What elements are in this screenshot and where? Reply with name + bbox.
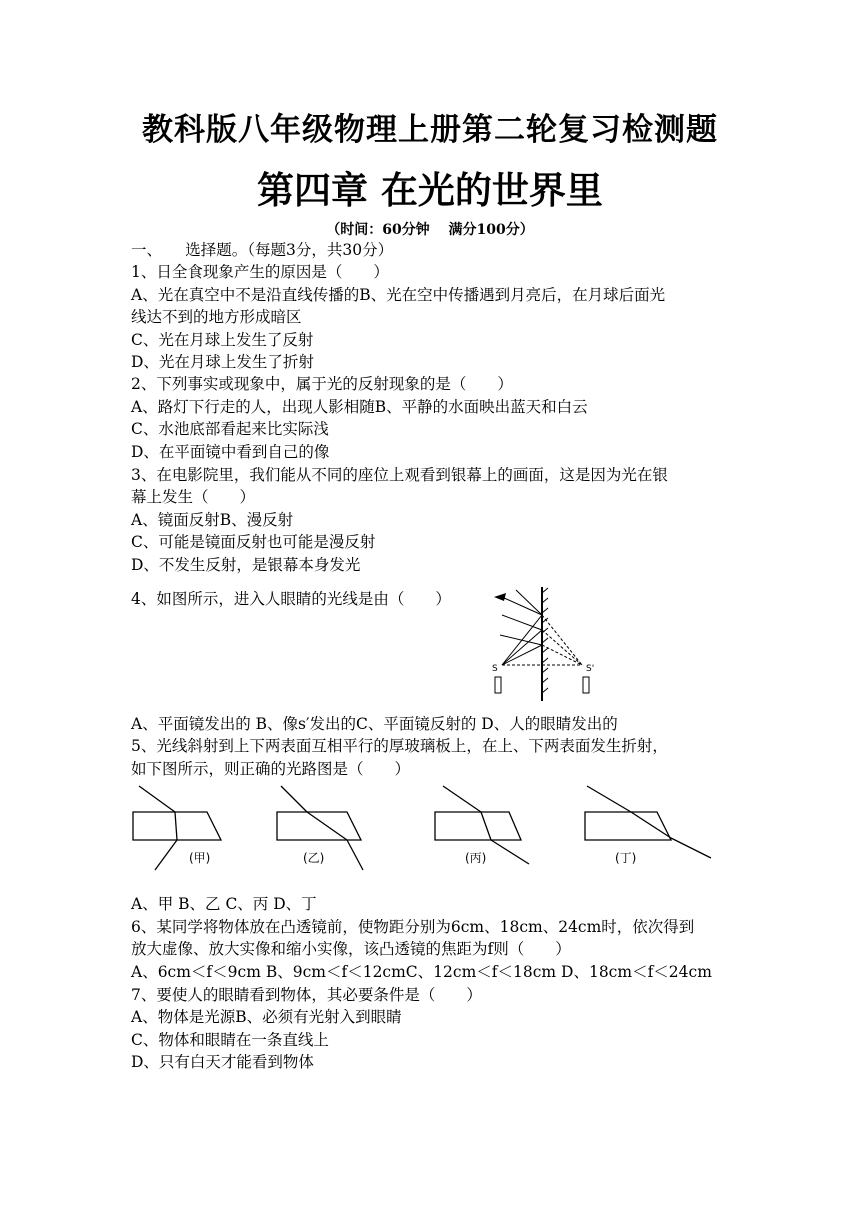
q2-stem: 2、下列事实或现象中，属于光的反射现象的是（ ）: [131, 375, 513, 393]
q7-option-ab: A、物体是光源B、必须有光射入到眼睛: [131, 1008, 402, 1026]
label-s: S: [492, 664, 498, 674]
q1-option-ab-cont: 线达不到的地方形成暗区: [131, 308, 302, 326]
figure-label-yi: (乙): [303, 851, 325, 865]
q5-slab-figure: [125, 782, 715, 874]
figure-label-jia: (甲): [189, 851, 211, 865]
q7-stem: 7、要使人的眼睛看到物体，其必要条件是（ ）: [131, 986, 482, 1004]
q4-stem: 4、如图所示，进入人眼睛的光线是由（ ）: [131, 590, 451, 608]
q5-stem: 5、光线斜射到上下两表面互相平行的厚玻璃板上，在上、下两表面发生折射，: [131, 737, 668, 755]
q7-option-d: D、只有白天才能看到物体: [131, 1053, 314, 1071]
q5-stem-cont: 如下图所示，则正确的光路图是（ ）: [131, 760, 411, 778]
exam-title: 教科版八年级物理上册第二轮复习检测题: [142, 112, 718, 148]
q3-option-c: C、可能是镜面反射也可能是漫反射: [131, 533, 376, 551]
q3-stem-cont: 幕上发生（ ）: [131, 488, 256, 506]
q3-option-ab: A、镜面反射B、漫反射: [131, 511, 294, 529]
q3-stem: 3、在电影院里，我们能从不同的座位上观看到银幕上的画面，这是因为光在银: [131, 466, 668, 484]
q7-option-c: C、物体和眼睛在一条直线上: [131, 1031, 329, 1049]
figure-label-bing: (丙): [465, 851, 487, 865]
label-s-prime: S': [586, 664, 595, 674]
q6-stem: 6、某同学将物体放在凸透镜前，使物距分别为6cm、18cm、24cm时，依次得到: [131, 918, 695, 936]
q2-option-d: D、在平面镜中看到自己的像: [131, 443, 330, 461]
q5-options: A、甲 B、乙 C、丙 D、丁: [131, 895, 317, 913]
q1-option-c: C、光在月球上发生了反射: [131, 331, 314, 349]
time-info: （时间：60分钟 满分100分）: [326, 222, 534, 238]
q6-stem-cont: 放大虚像、放大实像和缩小实像，该凸透镜的焦距为f则（ ）: [131, 940, 571, 958]
figure-label-ding: (丁): [615, 851, 637, 865]
q4-options: A、平面镜发出的 B、像s′发出的C、平面镜反射的 D、人的眼睛发出的: [131, 715, 618, 733]
q6-options: A、6cm＜f＜9cm B、9cm＜f＜12cmC、12cm＜f＜18cm D、18cm＜f＜24cm: [131, 963, 712, 981]
q2-option-c: C、水池底部看起来比实际浅: [131, 420, 329, 438]
section-heading: 一、 选择题。（每题3分，共30分）: [131, 241, 394, 259]
q4-mirror-figure: [482, 585, 612, 705]
q1-stem: 1、日全食现象产生的原因是（ ）: [131, 263, 389, 281]
q2-option-ab: A、路灯下行走的人，出现人影相随B、平静的水面映出蓝天和白云: [131, 398, 588, 416]
q1-option-d: D、光在月球上发生了折射: [131, 353, 314, 371]
q3-option-d: D、不发生反射，是银幕本身发光: [131, 556, 361, 574]
chapter-title: 第四章 在光的世界里: [257, 169, 603, 212]
q1-option-ab: A、光在真空中不是沿直线传播的B、光在空中传播遇到月亮后，在月球后面光: [131, 286, 666, 304]
